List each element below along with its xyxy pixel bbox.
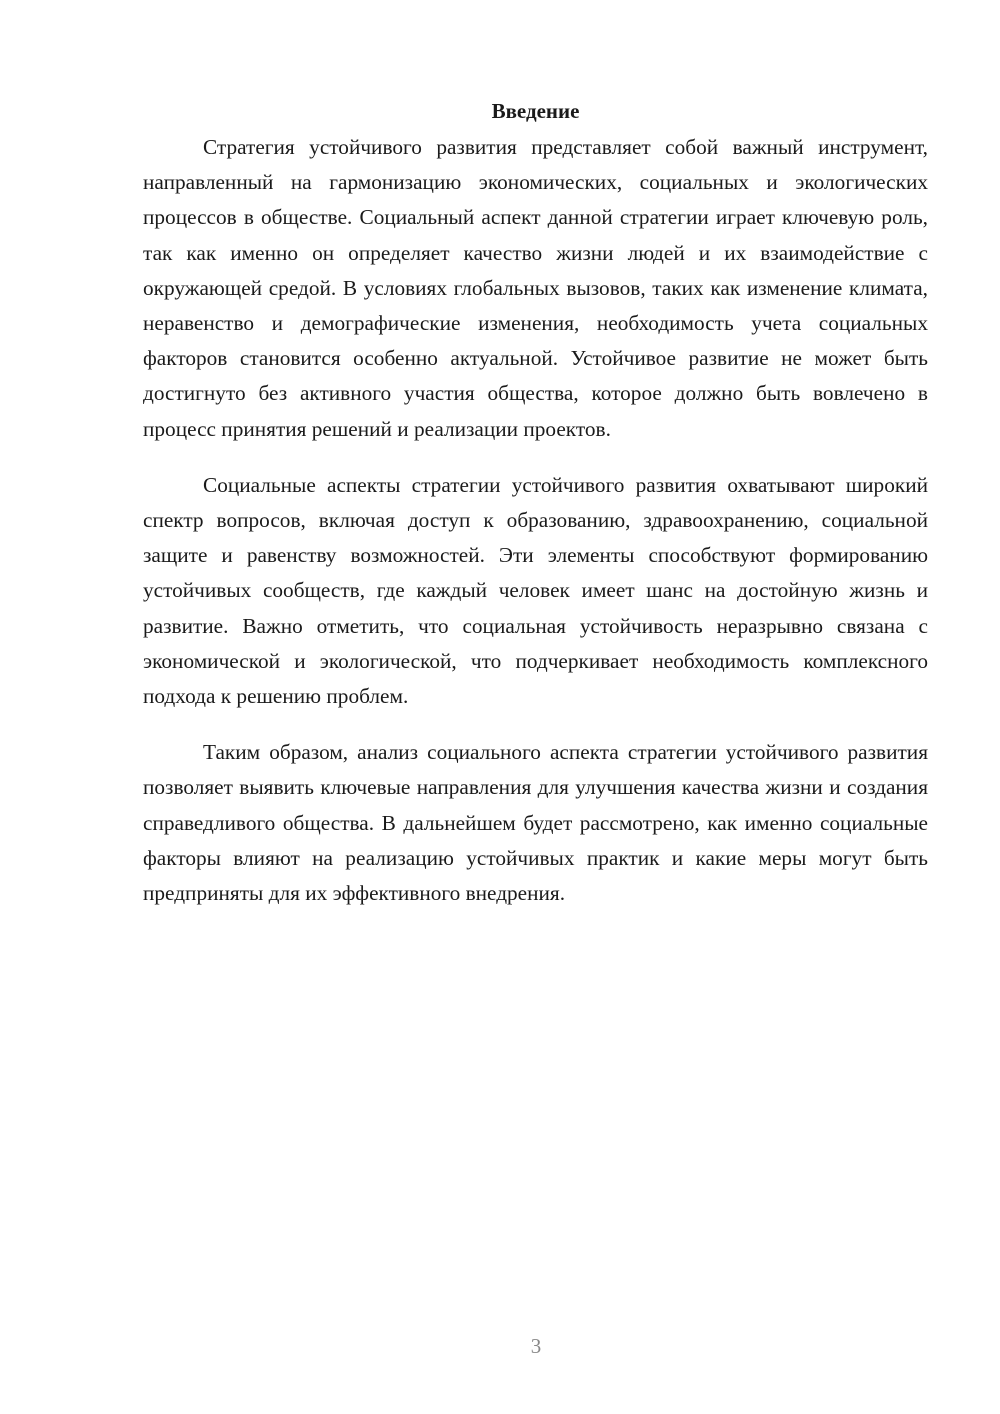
document-page [143,96,928,911]
paragraph-3: Таким образом, анализ социального аспекта стратегии устойчивого развития позволяет выявить ключевые направления для улучшения качества жизни и создания справедливого общества. В дальнейшем будет рассмотрено, как именно социальные факторы влияют на реализацию устойчивых практик и какие меры могут быть предприняты для их эффективного внедрения. [143,740,928,906]
paragraph-2: Социальные аспекты стратегии устойчивого развития охватывают широкий спектр вопросов, включая доступ к образованию, здравоохранению, социальной защите и равенству возможностей. Эти элементы способствуют формированию устойчивых сообществ, где каждый человек имеет шанс на достойную жизнь и развитие. Важно отметить, что социальная устойчивость неразрывно связана с экономической и экологической, что подчеркивает необходимость комплексного подхода к решению проблем. [143,472,928,709]
section-heading: Введение [491,99,580,123]
paragraph-1: Стратегия устойчивого развития представляет собой важный инструмент, направленный на гармонизацию экономических, социальных и экологических процессов в обществе. Социальный аспект данной стратегии играет ключевую роль, так как именно он определяет качество жизни людей и их взаимодействие с окружающей средой. В условиях глобальных вызовов, таких как изменение климата, неравенство и демографические изменения, необходимость учета социальных факторов становится особенно актуальной. Устойчивое развитие не может быть достигнуто без активного участия общества, которое должно быть вовлечено в процесс принятия решений и реализации проектов. [143,135,928,441]
page-number: 3 [530,1334,542,1358]
